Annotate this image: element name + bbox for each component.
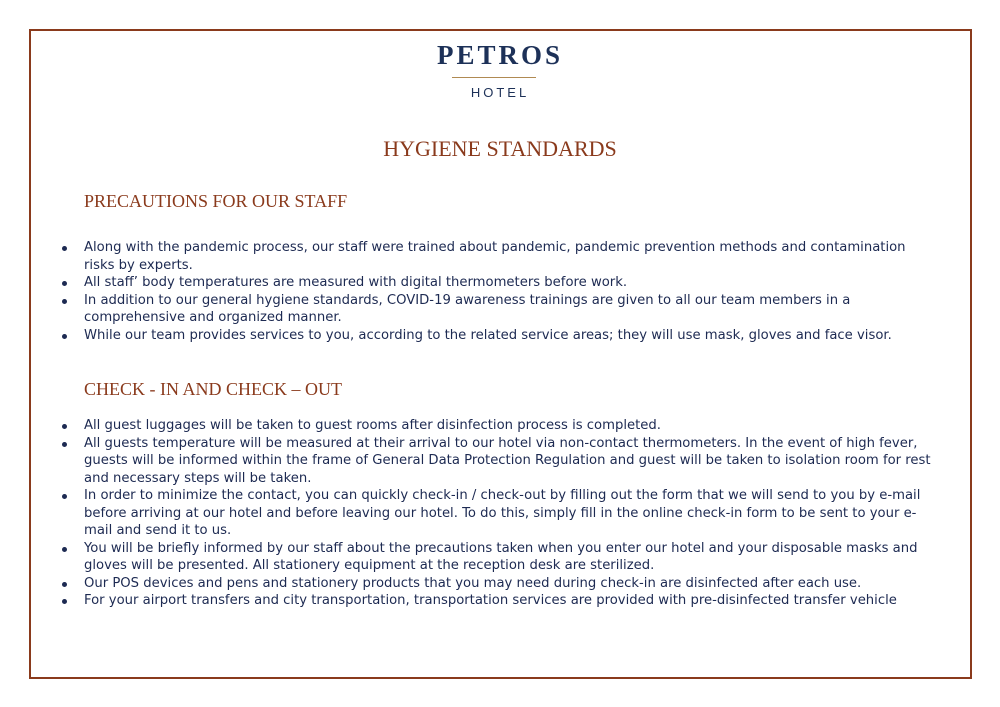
list-item <box>84 487 934 540</box>
bullet-icon <box>62 424 67 429</box>
hotel-logo-subtitle: HOTEL <box>470 85 530 100</box>
section-heading-staff: PRECAUTIONS FOR OUR STAFF <box>84 191 348 211</box>
bullet-icon <box>62 494 67 499</box>
list-item-text: All staff’ body temperatures are measured with digital thermometers before work. <box>84 275 628 290</box>
list-item-text: All guest luggages will be taken to guest rooms after disinfection process is completed. <box>84 418 661 433</box>
bullet-icon <box>62 442 67 447</box>
page-title: HYGIENE STANDARDS <box>383 136 617 161</box>
bullet-icon <box>62 547 67 552</box>
list-item-text: In order to minimize the contact, you can quickly check-in / check-out by filling out the form that we will send to you by e-mail before arriving at our hotel and before leaving our hotel. To do this, simply fill in the online check-in form to be sent to your e-mail and send it to us. <box>84 488 921 538</box>
list-item <box>84 540 934 575</box>
bullet-icon <box>62 281 67 286</box>
list-item-text: For your airport transfers and city transportation, transportation services are provided with pre-disinfected transfer vehicle <box>84 593 897 608</box>
list-item <box>84 575 934 593</box>
list-item <box>84 292 934 327</box>
list-item-text: In addition to our general hygiene standards, COVID-19 awareness trainings are given to all our team members in a comprehensive and organized manner. <box>84 292 851 325</box>
logo-divider <box>452 77 536 78</box>
list-item-text: Our POS devices and pens and stationery products that you may need during check-in are disinfected after each use. <box>84 575 862 591</box>
section-heading-checkin: CHECK - IN AND CHECK – OUT <box>84 379 342 399</box>
bullet-icon <box>62 582 67 587</box>
list-item <box>84 435 934 488</box>
bullet-icon <box>62 246 67 251</box>
list-item <box>84 239 934 274</box>
list-item <box>84 417 934 435</box>
list-item-text: All guests temperature will be measured at their arrival to our hotel via non-contact thermometers. In the event of high fever, guests will be informed within the frame of General Data Protection Regulation and guest will be taken to isolation room for rest and necessary steps will be taken. <box>84 435 931 486</box>
list-item <box>84 592 934 610</box>
bullet-icon <box>62 599 67 604</box>
list-item-text: Along with the pandemic process, our staff were trained about pandemic, pandemic prevention methods and contamination risks by experts. <box>84 240 906 273</box>
checkin-checkout-list <box>84 417 934 610</box>
hotel-logo-name: PETROS <box>436 40 564 70</box>
list-item <box>84 327 934 345</box>
list-item-text: While our team provides services to you, according to the related service areas; they will use mask, gloves and face visor. <box>84 327 892 343</box>
bullet-icon <box>62 334 67 339</box>
list-item-text: You will be briefly informed by our staff about the precautions taken when you enter our hotel and your disposable masks and gloves will be presented. All stationery equipment at the reception desk are sterilized. <box>84 540 918 573</box>
bullet-icon <box>62 299 67 304</box>
list-item <box>84 274 934 292</box>
staff-precautions-list <box>84 239 934 344</box>
